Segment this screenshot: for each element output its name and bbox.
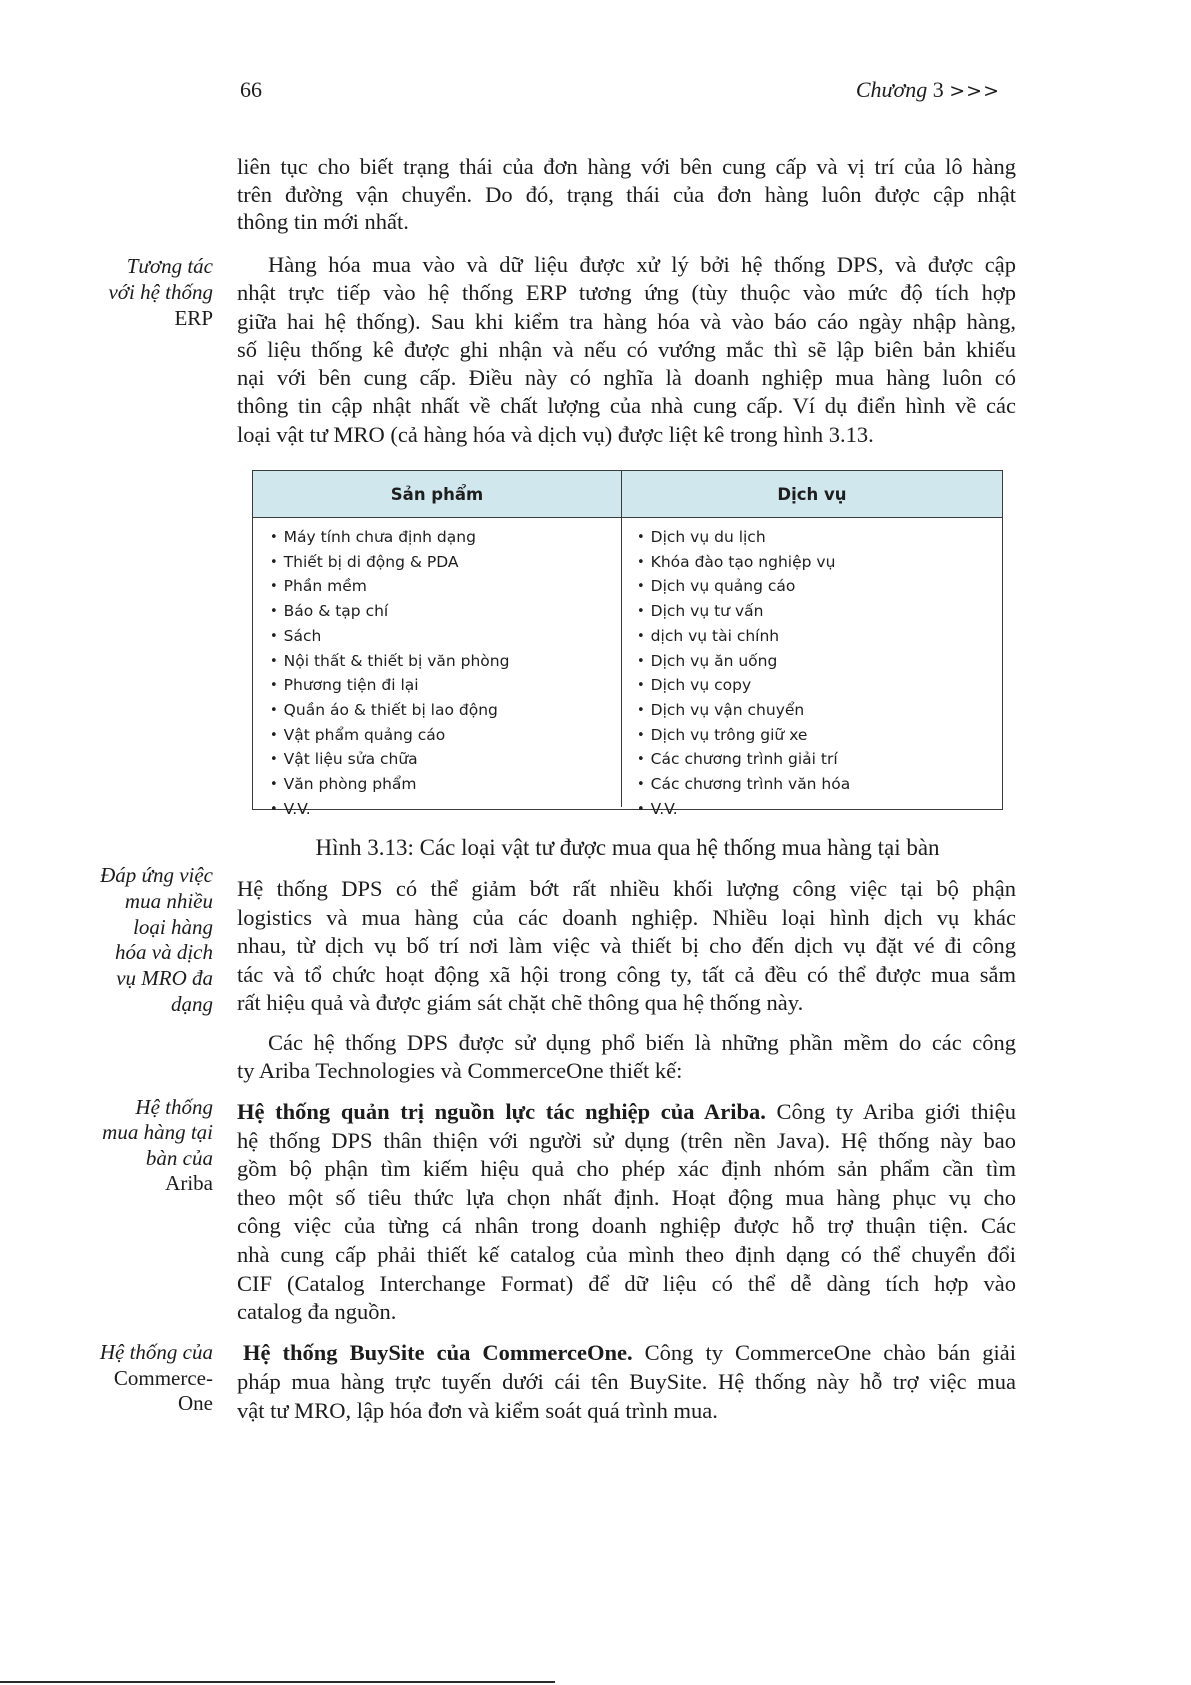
paragraph-line: vật tư MRO, lập hóa đơn và kiểm soát quá trình mua. (237, 1398, 718, 1423)
margin-note-erp (38, 253, 213, 331)
paragraph-lead-heading: Hệ thống BuySite của CommerceOne. (243, 1340, 633, 1365)
column-header-services: Dịch vụ (777, 484, 847, 504)
margin-note-ariba (38, 1095, 213, 1196)
paragraph-line: rất hiệu quả và được giám sát chặt chẽ thông qua hệ thống này. (237, 990, 804, 1015)
paragraph-dps-vendors (237, 1029, 1016, 1085)
margin-note-line: Commerce- (113, 1365, 213, 1390)
paragraph-line: nại với bên cung cấp. Điều này có nghĩa là doanh nghiệp mua hàng luôn có (237, 365, 1016, 391)
product-item: • Nội thất & thiết bị văn phòng (270, 650, 621, 675)
chapter-number: 3 (932, 77, 944, 102)
product-item: • Vật phẩm quảng cáo (270, 724, 621, 749)
margin-note-line: mua nhiều (124, 888, 213, 913)
paragraph-line: Hàng hóa mua vào và dữ liệu được xử lý bởi hệ thống DPS, và được cập (268, 252, 1016, 277)
service-item: • Dịch vụ quảng cáo (637, 575, 1002, 600)
paragraph-line: nhau, từ dịch vụ bố trí nơi làm việc và thiết bị cho đến dịch vụ đặt vé đi công (237, 933, 1016, 958)
service-item: • Dịch vụ ăn uống (637, 650, 1002, 675)
paragraph-line: nhà cung cấp phải thiết kế catalog của mình theo định dạng có thể chuyển đổi (237, 1241, 1016, 1267)
table-body (253, 518, 1002, 818)
service-item: • Các chương trình giải trí (637, 748, 1002, 773)
paragraph-erp-integration (237, 251, 1016, 449)
margin-note-line: One (178, 1391, 213, 1415)
running-header (856, 75, 1000, 106)
margin-note-line: ERP (174, 306, 213, 330)
paragraph-line: thông tin mới nhất. (237, 209, 409, 234)
paragraph-line: logistics và mua hàng của các doanh nghiệp. Nhiều loại hình dịch vụ khác (237, 904, 1016, 930)
paragraph-line (237, 1098, 1016, 1127)
table-header-row (253, 471, 1002, 518)
page-number: 66 (240, 77, 262, 102)
product-item: • Sách (270, 625, 621, 650)
margin-note-line: Hệ thống của (99, 1340, 213, 1364)
margin-note-line: vụ MRO đa (116, 966, 213, 991)
service-item: • Dịch vụ tư vấn (637, 600, 1002, 625)
margin-note-line: Tương tác (126, 254, 213, 278)
paragraph-ariba (237, 1098, 1016, 1327)
paragraph-line: catalog đa nguồn. (237, 1299, 397, 1325)
paragraph-line: công việc của từng cá nhân trong doanh nghiệp được hỗ trợ thuận tiện. Các (237, 1213, 1016, 1239)
margin-note-line: dạng (171, 991, 213, 1016)
service-item: • Các chương trình văn hóa (637, 773, 1002, 798)
paragraph-line: pháp mua hàng trực tuyến dưới cái tên BuySite. Hệ thống này hỗ trợ việc mua (237, 1369, 1016, 1394)
services-list (622, 518, 1002, 818)
product-item: • Vật liệu sửa chữa (270, 748, 621, 773)
paragraph-line: giữa hai hệ thống). Sau khi kiểm tra hàng hóa và vào báo cáo ngày nhập hàng, (237, 308, 1016, 334)
margin-note-line: Ariba (165, 1170, 213, 1195)
paragraph-dps-benefits (237, 875, 1016, 1018)
margin-note-line: loại hàng (133, 914, 213, 939)
product-item: • Quần áo & thiết bị lao động (270, 699, 621, 724)
paragraph-line-text: Công ty Ariba giới thiệu (776, 1099, 1017, 1124)
product-item: • Máy tính chưa định dạng (270, 526, 621, 551)
paragraph-line: ty Ariba Technologies và CommerceOne thiết kế: (237, 1058, 683, 1083)
paragraph-commerceone (237, 1338, 1016, 1425)
paragraph-line: liên tục cho biết trạng thái của đơn hàng với bên cung cấp và vị trí của lô hàng (237, 154, 1016, 179)
scan-edge-line (0, 1681, 555, 1683)
margin-note-line: bàn của (145, 1145, 213, 1170)
margin-note-line: Đáp ứng việc (100, 863, 213, 887)
margin-note-line: Hệ thống (135, 1095, 213, 1119)
service-item: • V.V. (637, 798, 1002, 823)
paragraph-line: nhật trực tiếp vào hệ thống ERP tương ứng (tùy thuộc vào mức độ tích hợp (237, 280, 1016, 306)
figure-3-13-table (252, 470, 1003, 818)
paragraph-line: thông tin cập nhật nhất về chất lượng của nhà cung cấp. Ví dụ điển hình về các (237, 393, 1016, 419)
service-item: • Dịch vụ trông giữ xe (637, 724, 1002, 749)
margin-note-line: với hệ thống (108, 280, 213, 304)
service-item: • Dịch vụ vận chuyển (637, 699, 1002, 724)
paragraph-continuation (237, 153, 1016, 236)
product-item: • V.V. (270, 798, 621, 823)
paragraph-line: trên đường vận chuyển. Do đó, trạng thái của đơn hàng luôn được cập nhật (237, 181, 1016, 207)
margin-note-line: mua hàng tại (102, 1120, 213, 1145)
product-item: • Thiết bị di động & PDA (270, 551, 621, 576)
paragraph-line: loại vật tư MRO (cả hàng hóa và dịch vụ) được liệt kê trong hình 3.13. (237, 421, 874, 447)
paragraph-line-text: Công ty CommerceOne chào bán giải (644, 1340, 1016, 1365)
product-item: • Báo & tạp chí (270, 600, 621, 625)
paragraph-lead-heading: Hệ thống quản trị nguồn lực tác nghiệp của Ariba. (237, 1099, 766, 1124)
service-item: • Khóa đào tạo nghiệp vụ (637, 551, 1002, 576)
paragraph-line: hệ thống DPS thân thiện với người sử dụng (trên nền Java). Hệ thống này bao (237, 1127, 1016, 1153)
paragraph-line: Hệ thống DPS có thể giảm bớt rất nhiều khối lượng công việc tại bộ phận (237, 876, 1016, 901)
paragraph-line: Các hệ thống DPS được sử dụng phổ biến là những phần mềm do các công (268, 1030, 1016, 1055)
service-item: • dịch vụ tài chính (637, 625, 1002, 650)
service-item: • Dịch vụ du lịch (637, 526, 1002, 551)
margin-note-mro (38, 863, 213, 1018)
product-item: • Phần mềm (270, 575, 621, 600)
products-list (253, 518, 622, 818)
margin-note-line: hóa và dịch (115, 940, 213, 965)
product-item: • Văn phòng phẩm (270, 773, 621, 798)
paragraph-line: tác và tổ chức hoạt động xã hội trong công ty, tất cả đều có thể được mua sắm (237, 961, 1016, 987)
column-header-products: Sản phẩm (253, 471, 622, 517)
paragraph-line: gồm bộ phận tìm kiếm hiệu quả cho phép xác định nhóm sản phẩm cần tìm (237, 1156, 1016, 1182)
paragraph-line: số liệu thống kê được ghi nhận và nếu có vướng mắc thì sẽ lập biên bản khiếu (237, 336, 1016, 362)
chapter-arrows: >>> (949, 80, 1000, 102)
figure-caption: Hình 3.13: Các loại vật tư được mua qua hệ thống mua hàng tại bàn (315, 835, 940, 860)
chapter-label: Chương (855, 77, 928, 102)
margin-note-commerceone (38, 1340, 213, 1417)
service-item: • Dịch vụ copy (637, 674, 1002, 699)
product-item: • Phương tiện đi lại (270, 674, 621, 699)
paragraph-line: theo một số tiêu thức lựa chọn nhất định. Hoạt động mua hàng phục vụ cho (237, 1184, 1016, 1210)
paragraph-line: CIF (Catalog Interchange Format) để dữ liệu có thể dễ dàng tích hợp vào (237, 1270, 1016, 1296)
paragraph-line (237, 1338, 1016, 1367)
